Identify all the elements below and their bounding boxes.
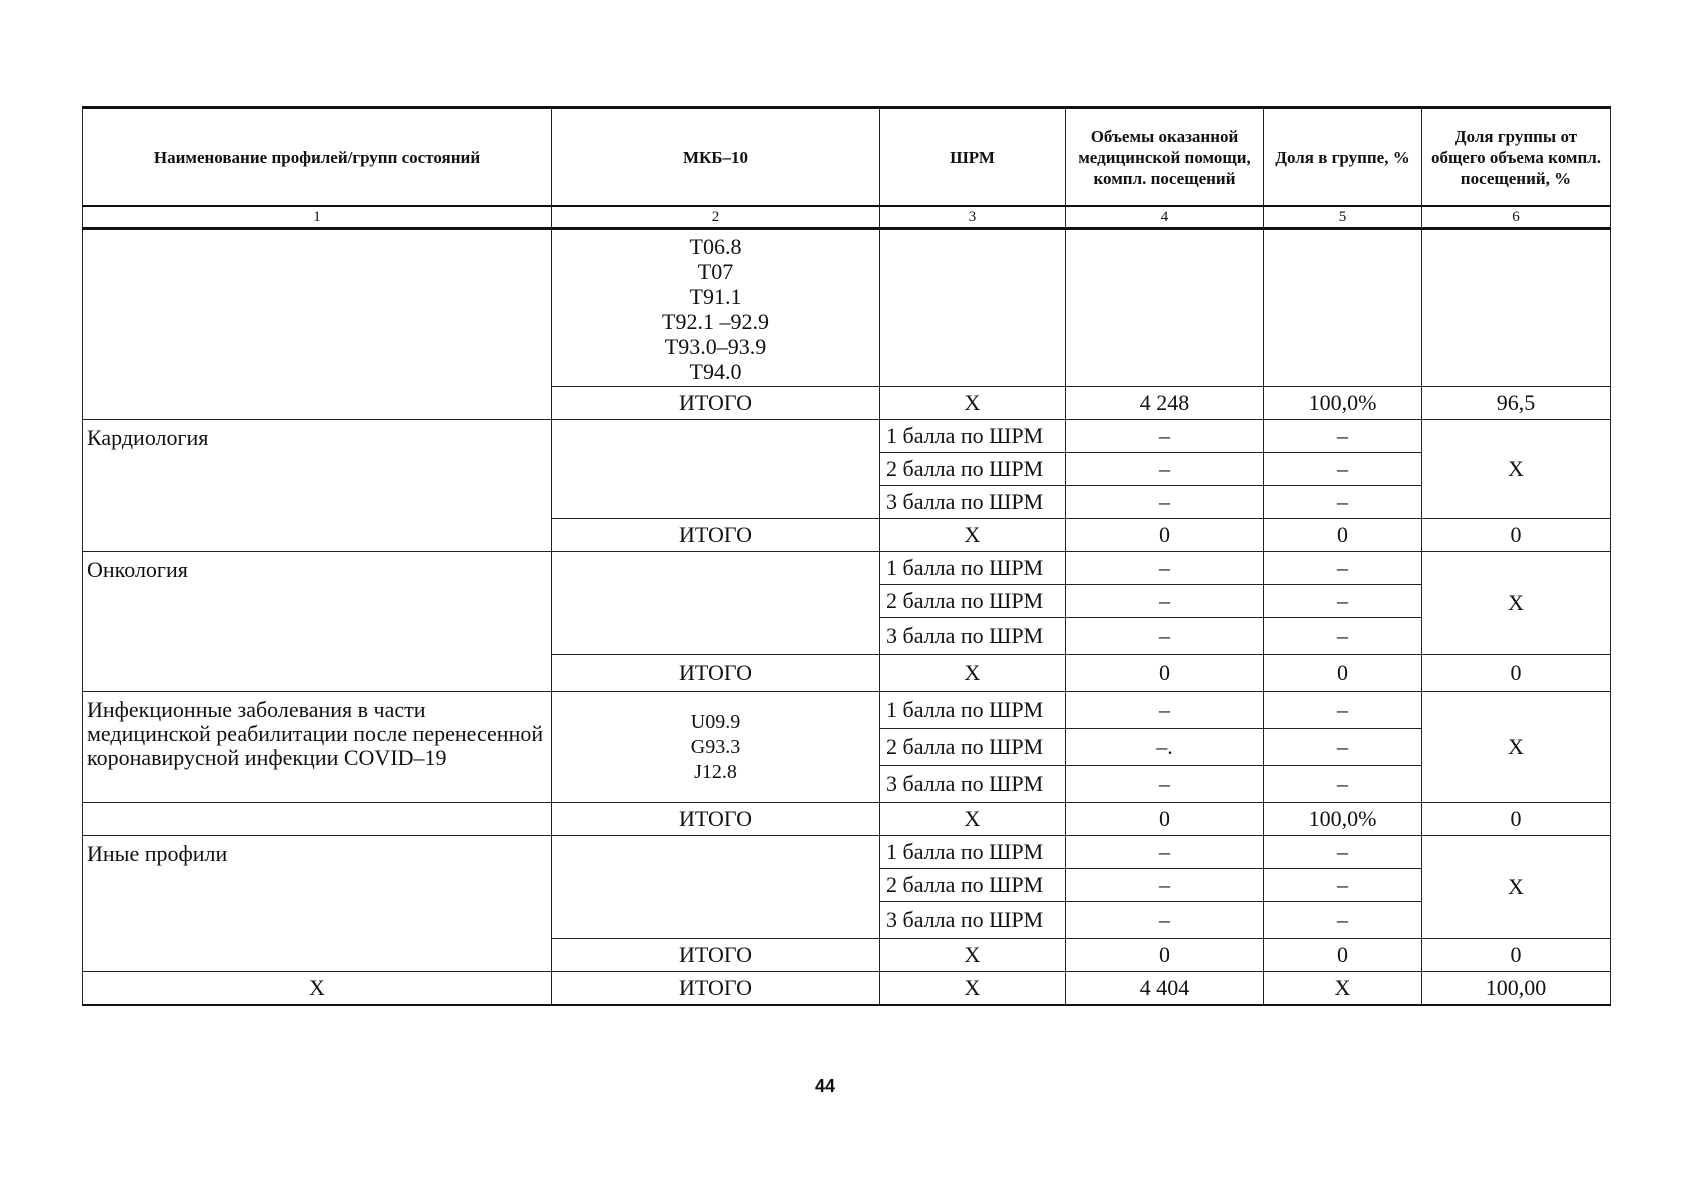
- table-row: [83, 836, 1611, 869]
- shrm-level: 3 балла по ШРМ: [880, 618, 1066, 655]
- header-icd10: МКБ–10: [552, 108, 880, 207]
- icd10-code: U09.9: [690, 710, 741, 733]
- icd10-code: J12.8: [694, 760, 737, 783]
- header-share-of-total: Доля группы от общего объема компл. посещений, %: [1422, 108, 1611, 207]
- icd10-code: T92.1 –92.9: [662, 309, 769, 334]
- share-total-value: Х: [1422, 420, 1611, 519]
- total-share-total: 0: [1422, 655, 1611, 692]
- table-row: [83, 552, 1611, 585]
- share-group-value: –: [1264, 766, 1422, 803]
- grand-total-share-total: 100,00: [1422, 972, 1611, 1006]
- volume-value: –: [1066, 766, 1264, 803]
- grand-total-volume: 4 404: [1066, 972, 1264, 1006]
- shrm-level: 2 балла по ШРМ: [880, 453, 1066, 486]
- profile-name: Иные профили: [83, 836, 552, 972]
- table-row: [83, 229, 1611, 387]
- empty-cell: [1264, 229, 1422, 387]
- total-row: [83, 803, 1611, 836]
- volume-value: –: [1066, 836, 1264, 869]
- volume-value: –: [1066, 486, 1264, 519]
- grand-total-shrm: Х: [880, 972, 1066, 1006]
- share-group-value: –: [1264, 585, 1422, 618]
- empty-cell: [1422, 229, 1611, 387]
- shrm-level: 2 балла по ШРМ: [880, 729, 1066, 766]
- header-volume: Объемы оказанной медицинской помощи, компл. посещений: [1066, 108, 1264, 207]
- share-total-value: Х: [1422, 692, 1611, 803]
- table-row: [83, 420, 1611, 453]
- icd10-codes-cell: [552, 552, 880, 655]
- table-row: [83, 692, 1611, 729]
- total-share-group: 100,0%: [1264, 387, 1422, 420]
- share-group-value: –: [1264, 836, 1422, 869]
- total-share-group: 0: [1264, 655, 1422, 692]
- volume-value: –: [1066, 902, 1264, 939]
- header-share-in-group: Доля в группе, %: [1264, 108, 1422, 207]
- column-number: 4: [1066, 206, 1264, 229]
- empty-cell: [880, 229, 1066, 387]
- icd10-code: T91.1: [689, 284, 742, 309]
- shrm-level: 2 балла по ШРМ: [880, 869, 1066, 902]
- profile-name: Кардиология: [83, 420, 552, 552]
- icd10-codes-cell: [552, 692, 880, 803]
- shrm-level: 1 балла по ШРМ: [880, 420, 1066, 453]
- total-share-group: 100,0%: [1264, 803, 1422, 836]
- icd10-code: T93.0–93.9: [664, 334, 767, 359]
- total-label: ИТОГО: [552, 519, 880, 552]
- share-group-value: –: [1264, 869, 1422, 902]
- volume-value: –: [1066, 552, 1264, 585]
- share-group-value: –: [1264, 453, 1422, 486]
- header-shrm: ШРМ: [880, 108, 1066, 207]
- page-number: 44: [814, 1076, 836, 1096]
- shrm-level: 3 балла по ШРМ: [880, 902, 1066, 939]
- icd10-code: T06.8: [689, 234, 742, 259]
- column-number-row: [83, 206, 1611, 229]
- volume-value: –: [1066, 453, 1264, 486]
- icd10-code: T94.0: [689, 359, 742, 384]
- volume-value: –: [1066, 618, 1264, 655]
- icd10-code: G93.3: [690, 735, 741, 758]
- icd10-codes-cell: [552, 420, 880, 519]
- shrm-level: 3 балла по ШРМ: [880, 766, 1066, 803]
- volume-value: –.: [1066, 729, 1264, 766]
- icd10-codes-cell: [552, 836, 880, 939]
- grand-total-label: ИТОГО: [552, 972, 880, 1006]
- total-volume: 0: [1066, 519, 1264, 552]
- total-volume: 0: [1066, 803, 1264, 836]
- profile-name: Инфекционные заболевания в части медицинской реабилитации после перенесенной коронавирусной инфекции COVID–19: [83, 692, 552, 803]
- volume-value: –: [1066, 869, 1264, 902]
- column-number: 1: [83, 206, 552, 229]
- volume-value: –: [1066, 692, 1264, 729]
- total-share-total: 96,5: [1422, 387, 1611, 420]
- total-shrm: Х: [880, 387, 1066, 420]
- share-group-value: –: [1264, 486, 1422, 519]
- shrm-level: 2 балла по ШРМ: [880, 585, 1066, 618]
- column-number: 6: [1422, 206, 1611, 229]
- total-shrm: Х: [880, 519, 1066, 552]
- share-group-value: –: [1264, 729, 1422, 766]
- share-total-value: Х: [1422, 836, 1611, 939]
- total-share-group: 0: [1264, 519, 1422, 552]
- icd10-code: T07: [697, 259, 734, 284]
- total-shrm: Х: [880, 939, 1066, 972]
- total-share-total: 0: [1422, 519, 1611, 552]
- total-volume: 0: [1066, 939, 1264, 972]
- column-number: 3: [880, 206, 1066, 229]
- shrm-level: 1 балла по ШРМ: [880, 692, 1066, 729]
- share-group-value: –: [1264, 552, 1422, 585]
- profile-name-cell: [83, 803, 552, 836]
- header-profile-name: Наименование профилей/групп состояний: [83, 108, 552, 207]
- table-header: [83, 108, 1611, 229]
- column-number: 2: [552, 206, 880, 229]
- grand-total-name: Х: [83, 972, 552, 1006]
- total-volume: 4 248: [1066, 387, 1264, 420]
- shrm-level: 3 балла по ШРМ: [880, 486, 1066, 519]
- icd10-codes-cell: [552, 229, 880, 387]
- shrm-level: 1 балла по ШРМ: [880, 836, 1066, 869]
- empty-cell: [1066, 229, 1264, 387]
- grand-total-row: [83, 972, 1611, 1006]
- share-total-value: Х: [1422, 552, 1611, 655]
- total-share-total: 0: [1422, 939, 1611, 972]
- total-label: ИТОГО: [552, 655, 880, 692]
- total-shrm: Х: [880, 803, 1066, 836]
- column-number: 5: [1264, 206, 1422, 229]
- total-share-group: 0: [1264, 939, 1422, 972]
- volume-value: –: [1066, 585, 1264, 618]
- total-label: ИТОГО: [552, 387, 880, 420]
- share-group-value: –: [1264, 420, 1422, 453]
- volume-value: –: [1066, 420, 1264, 453]
- profile-name: Онкология: [83, 552, 552, 692]
- grand-total-share-group: Х: [1264, 972, 1422, 1006]
- total-label: ИТОГО: [552, 939, 880, 972]
- total-label: ИТОГО: [552, 803, 880, 836]
- share-group-value: –: [1264, 618, 1422, 655]
- rehabilitation-volume-table: [82, 106, 1611, 1006]
- shrm-level: 1 балла по ШРМ: [880, 552, 1066, 585]
- total-volume: 0: [1066, 655, 1264, 692]
- total-shrm: Х: [880, 655, 1066, 692]
- profile-name-cell: [83, 229, 552, 420]
- share-group-value: –: [1264, 902, 1422, 939]
- total-share-total: 0: [1422, 803, 1611, 836]
- share-group-value: –: [1264, 692, 1422, 729]
